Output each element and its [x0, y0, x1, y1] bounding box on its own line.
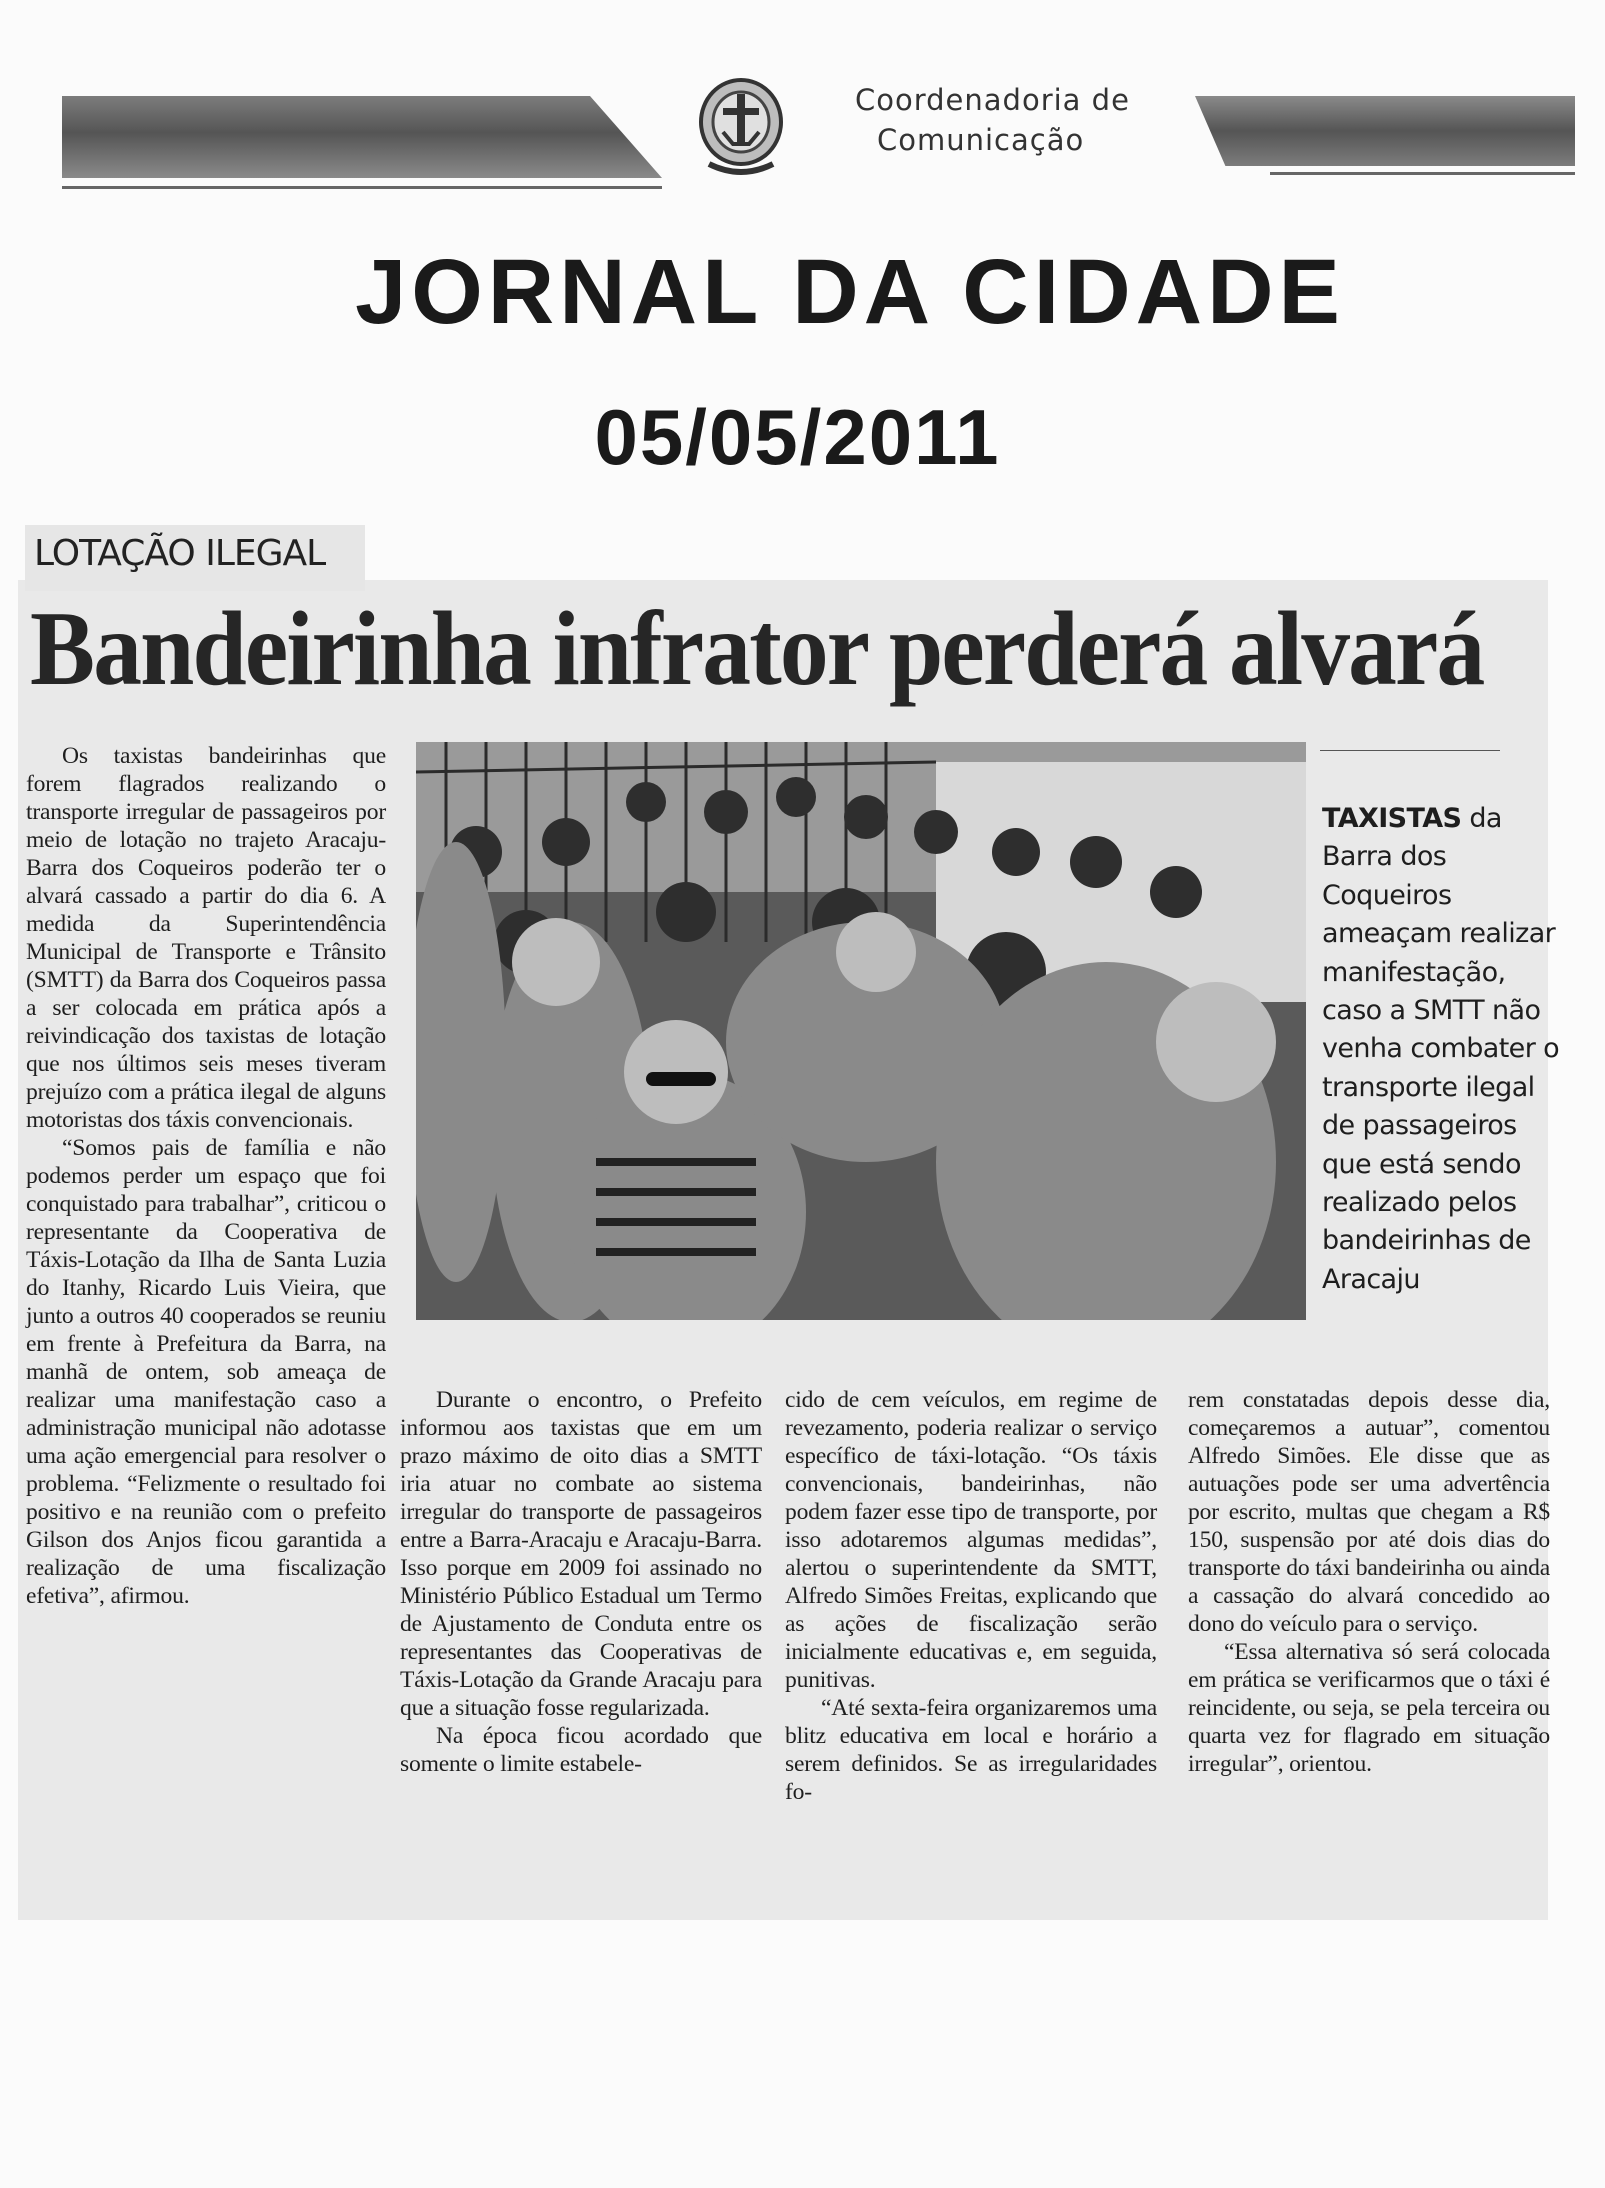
article-kicker: LOTAÇÃO ILEGAL [34, 533, 326, 574]
paragraph: “Até sexta-feira organizaremos uma blitz educativa em local e horário a serem definidos. Se as irregularidades fo- [785, 1695, 1157, 1805]
header-bar-left [62, 96, 662, 178]
article-column-4 [1188, 1386, 1550, 1778]
header-bar-right [1195, 96, 1575, 166]
paragraph: “Essa alternativa só será colocada em prática se verificarmos que o táxi é reincidente, ou seja, se pela terceira ou quarta vez for flagrado em situação irregular”, orientou. [1188, 1639, 1550, 1777]
article-headline: Bandeirinha infrator perderá alvará [30, 590, 1484, 707]
photo-credit-rule [1320, 750, 1500, 751]
header-rule-right [1270, 172, 1575, 175]
paragraph: rem constatadas depois desse dia, começaremos a autuar”, comentou Alfredo Simões. Ele disse que as autuações pode ser uma advertência por escrito, multas que chegam a R$ 150, suspensão por até dois dias do transporte do táxi bandeirinha ou ainda a cassação do alvará concedido ao dono do veículo para o serviço. [1188, 1387, 1550, 1637]
paragraph: cido de cem veículos, em regime de revezamento, poderia realizar o serviço específico de táxi-lotação. “Os táxis convencionais, bandeirinhas, não podem fazer esse tipo de transporte, por isso adotaremos algumas medidas”, alertou o superintendente da SMTT, Alfredo Simões Freitas, explicando que as ações de fiscalização serão inicialmente educativas e, em seguida, punitivas. [785, 1387, 1157, 1693]
publication-date: 05/05/2011 [594, 393, 1001, 481]
institution-name [855, 80, 1165, 160]
header-rule-left [62, 186, 662, 189]
article-photo [416, 742, 1306, 1320]
newspaper-name: JORNAL DA CIDADE [355, 241, 1345, 343]
article-column-1 [26, 742, 386, 1610]
paragraph: “Somos pais de família e não podemos perder um espaço que foi conquistado para trabalhar”, criticou o representante da Cooperativa de Táxis-Lotação da Ilha de Santa Luzia do Itanhy, Ricardo Luis Vieira, que junto a outros 40 cooperados se reuniu em frente à Prefeitura da Barra, na manhã de ontem, sob ameaça de realizar uma manifestação caso a administração municipal não adotasse uma ação emergencial para resolver o problema. “Felizmente o resultado foi positivo e na reunião com o prefeito Gilson dos Anjos ficou garantida a realização de uma fiscalização efetiva”, afirmou. [26, 1135, 386, 1609]
caption-text: da Barra dos Coqueiros ameaçam realizar manifestação, caso a SMTT não venha combater o transporte ilegal de passageiros que está sendo realizado pelos bandeirinhas de Aracaju [1322, 803, 1560, 1295]
paragraph: Na época ficou acordado que somente o limite estabele- [400, 1723, 762, 1777]
article-column-3 [785, 1386, 1157, 1806]
institution-seal-icon [693, 72, 789, 184]
paragraph: Durante o encontro, o Prefeito informou aos taxistas que em um prazo máximo de oito dias a SMTT iria atuar no combate ao sistema irregular do transporte de passageiros entre a Barra-Aracaju e Aracaju-Barra. Isso porque em 2009 foi assinado no Ministério Público Estadual um Termo de Ajustamento de Conduta entre os representantes das Cooperativas de Táxis-Lotação da Grande Aracaju para que a situação fosse regularizada. [400, 1387, 762, 1721]
caption-lead: TAXISTAS [1322, 803, 1462, 834]
institution-line-1: Coordenadoria de [855, 83, 1130, 117]
photo-caption [1322, 800, 1562, 1299]
article-column-2 [400, 1386, 762, 1778]
institution-line-2: Comunicação [877, 123, 1085, 157]
paragraph: Os taxistas bandeirinhas que forem flagrados realizando o transporte irregular de passageiros por meio de lotação no trajeto Aracaju-Barra dos Coqueiros poderão ter o alvará cassado a partir do dia 6. A medida da Superintendência Municipal de Transporte e Trânsito (SMTT) da Barra dos Coqueiros passa a ser colocada em prática após a reivindicação dos taxistas de lotação que nos últimos seis meses tiveram prejuízo com a prática ilegal de alguns motoristas dos táxis convencionais. [26, 743, 386, 1133]
